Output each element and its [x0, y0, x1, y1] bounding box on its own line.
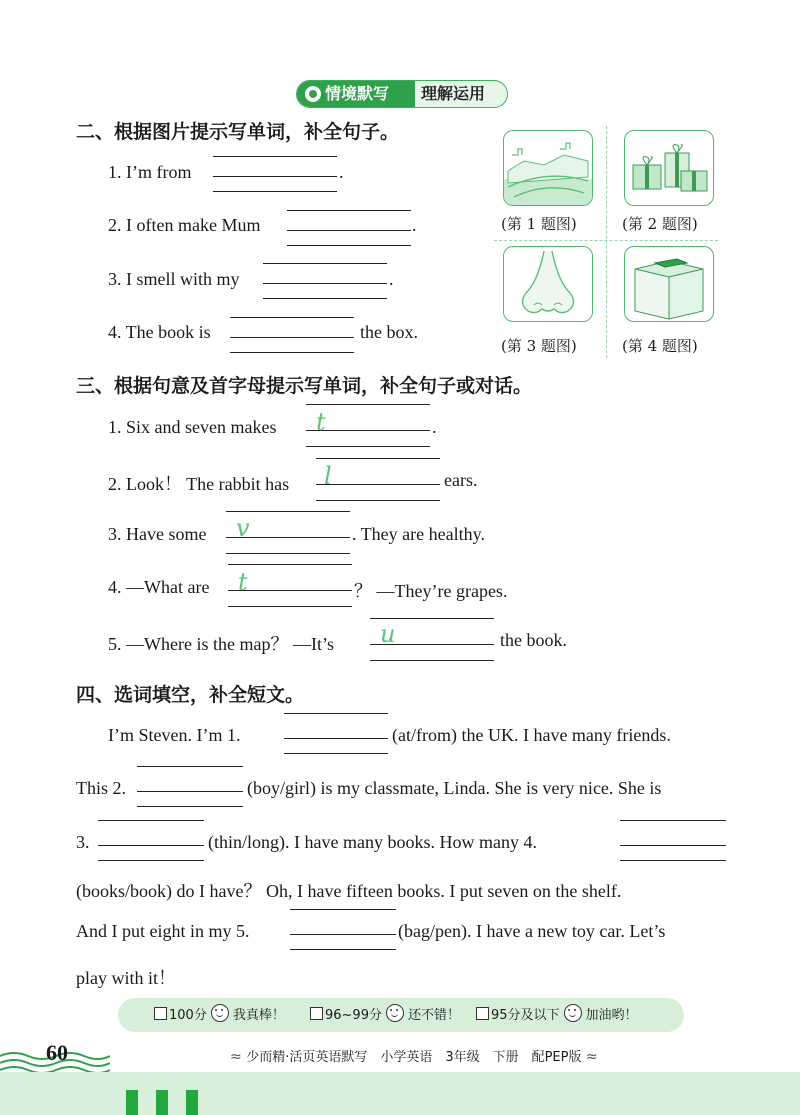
s3-q2-line-bottom — [316, 500, 440, 501]
s2-q4-text: 4. The book is — [108, 322, 211, 342]
s3-q3-after: . They are healthy. — [352, 524, 485, 544]
s2-q2-answer-line[interactable] — [287, 230, 411, 231]
cheer-face-icon — [564, 1004, 582, 1022]
s3-q1-line-bottom — [306, 446, 430, 447]
blank1-line-bottom — [284, 753, 388, 754]
picture-1-great-wall — [503, 130, 593, 206]
blank1-line-top — [284, 713, 388, 714]
s2-q2-line-top — [287, 210, 411, 211]
score-95-label: 95分及以下 — [491, 1008, 560, 1023]
passage-line1-start: I’m Steven. I’m 1. — [108, 725, 241, 745]
blank2-line-top — [137, 766, 243, 767]
score-option-96-99[interactable] — [310, 1004, 460, 1026]
picture-3-caption: (第 3 题图) — [501, 337, 577, 355]
section3-title: 三、根据句意及首字母提示写单词，补全句子或对话。 — [76, 375, 533, 397]
score-100-label: 100分 — [169, 1008, 207, 1023]
score-checkbox-100[interactable] — [154, 1007, 167, 1020]
page-number: 60 — [46, 1040, 68, 1065]
picture-divider-vertical — [606, 126, 607, 358]
picture-divider-horizontal — [494, 240, 718, 241]
score-option-95-below[interactable] — [476, 1004, 638, 1026]
blank2-answer-line[interactable] — [137, 791, 243, 792]
flower-icon — [305, 86, 321, 102]
gift-icon — [625, 131, 713, 205]
picture-2-gifts — [624, 130, 714, 206]
s3-q2-line-top — [316, 458, 440, 459]
s2-q4-line-bottom — [230, 352, 354, 353]
s3-q5-text: 5. —Where is the map？ —It’s — [108, 634, 334, 654]
pill-left-label: 情境默写 — [325, 84, 390, 103]
picture-4-caption: (第 4 题图) — [622, 337, 698, 355]
s2-q2-text: 2. I often make Mum — [108, 215, 261, 235]
s3-q4-text: 4. —What are — [108, 577, 210, 597]
blank3-line-top — [98, 820, 204, 821]
picture-3-nose — [503, 246, 593, 322]
s2-q1-after: . — [339, 162, 344, 182]
picture-2-caption: (第 2 题图) — [622, 215, 698, 233]
pill-left — [297, 81, 415, 107]
blank3-answer-line[interactable] — [98, 845, 204, 846]
passage-line2-end: (boy/girl) is my classmate, Linda. She is very nice. She is — [247, 778, 662, 798]
picture-4-box-with-book — [624, 246, 714, 322]
blank4-line-bottom — [620, 860, 726, 861]
score-96-99-comment: 还不错！ — [407, 1008, 460, 1023]
s3-q4-line-top — [228, 564, 352, 565]
nose-icon — [504, 247, 592, 321]
section4-title: 四、选词填空，补全短文。 — [76, 684, 305, 706]
bottom-band — [0, 1072, 800, 1115]
bottom-bar-1 — [126, 1090, 138, 1115]
blank5-line-bottom — [290, 949, 396, 950]
s2-q2-line-bottom — [287, 245, 411, 246]
passage-line1-end: (at/from) the UK. I have many friends. — [392, 725, 671, 745]
passage-line5-end: (bag/pen). I have a new toy car. Let’s — [398, 921, 666, 941]
s3-q4-line-bottom — [228, 606, 352, 607]
s3-q1-hint-letter: t — [316, 408, 326, 436]
s3-q1-text: 1. Six and seven makes — [108, 417, 277, 437]
bottom-bar-3 — [186, 1090, 198, 1115]
blank4-line-top — [620, 820, 726, 821]
passage-line3-start: 3. — [76, 832, 90, 852]
smiley-icon — [211, 1004, 229, 1022]
score-checkbox-95-below[interactable] — [476, 1007, 489, 1020]
picture-1-caption: (第 1 题图) — [501, 215, 577, 233]
smile-icon — [386, 1004, 404, 1022]
s3-q3-hint-letter: v — [236, 514, 250, 542]
book-info-text: 少而精·活页英语默写 小学英语 3年级 下册 配PEP版 — [246, 1050, 582, 1065]
s3-q5-after: the book. — [500, 630, 567, 650]
s3-q3-line-top — [226, 511, 350, 512]
s2-q3-answer-line[interactable] — [263, 283, 387, 284]
s2-q1-line-bottom — [213, 191, 337, 192]
book-info — [230, 1046, 598, 1065]
s3-q2-text: 2. Look！ The rabbit has — [108, 474, 290, 494]
s3-q4-after: ？ —They’re grapes. — [354, 581, 508, 601]
score-100-comment: 我真棒！ — [232, 1008, 285, 1023]
s3-q4-hint-letter: t — [238, 568, 248, 596]
s2-q1-line-top — [213, 156, 337, 157]
s3-q3-text: 3. Have some — [108, 524, 207, 544]
score-checkbox-96-99[interactable] — [310, 1007, 323, 1020]
bottom-bar-2 — [156, 1090, 168, 1115]
s3-q1-after: . — [432, 417, 437, 437]
wave-icon-right: ≈ — [581, 1049, 598, 1065]
s3-q5-line-bottom — [370, 660, 494, 661]
s2-q4-line-top — [230, 317, 354, 318]
passage-line5-start: And I put eight in my 5. — [76, 921, 250, 941]
wave-icon-left: ≈ — [230, 1049, 247, 1065]
blank3-line-bottom — [98, 860, 204, 861]
score-95-comment: 加油哟！ — [585, 1008, 638, 1023]
s2-q1-answer-line[interactable] — [213, 176, 337, 177]
s2-q3-line-top — [263, 263, 387, 264]
blank1-answer-line[interactable] — [284, 738, 388, 739]
pill-right-label: 理解运用 — [421, 84, 486, 103]
s3-q2-answer-line[interactable] — [316, 484, 440, 485]
passage-line3-end: (thin/long). I have many books. How many 4. — [208, 832, 537, 852]
section2-title: 二、根据图片提示写单词，补全句子。 — [76, 121, 400, 143]
s3-q2-hint-letter: l — [324, 462, 332, 490]
s3-q5-line-top — [370, 618, 494, 619]
s2-q3-line-bottom — [263, 298, 387, 299]
s2-q3-after: . — [389, 269, 394, 289]
box-book-icon — [625, 247, 713, 321]
great-wall-icon — [504, 131, 592, 205]
blank4-answer-line[interactable] — [620, 845, 726, 846]
s3-q3-line-bottom — [226, 553, 350, 554]
s2-q4-after: the box. — [360, 322, 418, 342]
blank5-answer-line[interactable] — [290, 934, 396, 935]
s2-q1-text: 1. I’m from — [108, 162, 192, 182]
score-bar — [118, 998, 684, 1032]
s2-q2-after: . — [412, 215, 417, 235]
score-96-99-label: 96~99分 — [325, 1008, 382, 1023]
passage-line6: play with it！ — [76, 968, 176, 988]
s2-q4-answer-line[interactable] — [230, 337, 354, 338]
blank5-line-top — [290, 909, 396, 910]
score-option-100[interactable] — [154, 1004, 285, 1026]
passage-line4: (books/book) do I have？ Oh, I have fifteen books. I put seven on the shelf. — [76, 881, 622, 901]
blank2-line-bottom — [137, 806, 243, 807]
section-header-pill — [296, 80, 508, 108]
s3-q1-line-top — [306, 404, 430, 405]
s3-q5-hint-letter: u — [380, 620, 396, 648]
s3-q2-after: ears. — [444, 470, 478, 490]
passage-line2-start: This 2. — [76, 778, 127, 798]
s2-q3-text: 3. I smell with my — [108, 269, 240, 289]
